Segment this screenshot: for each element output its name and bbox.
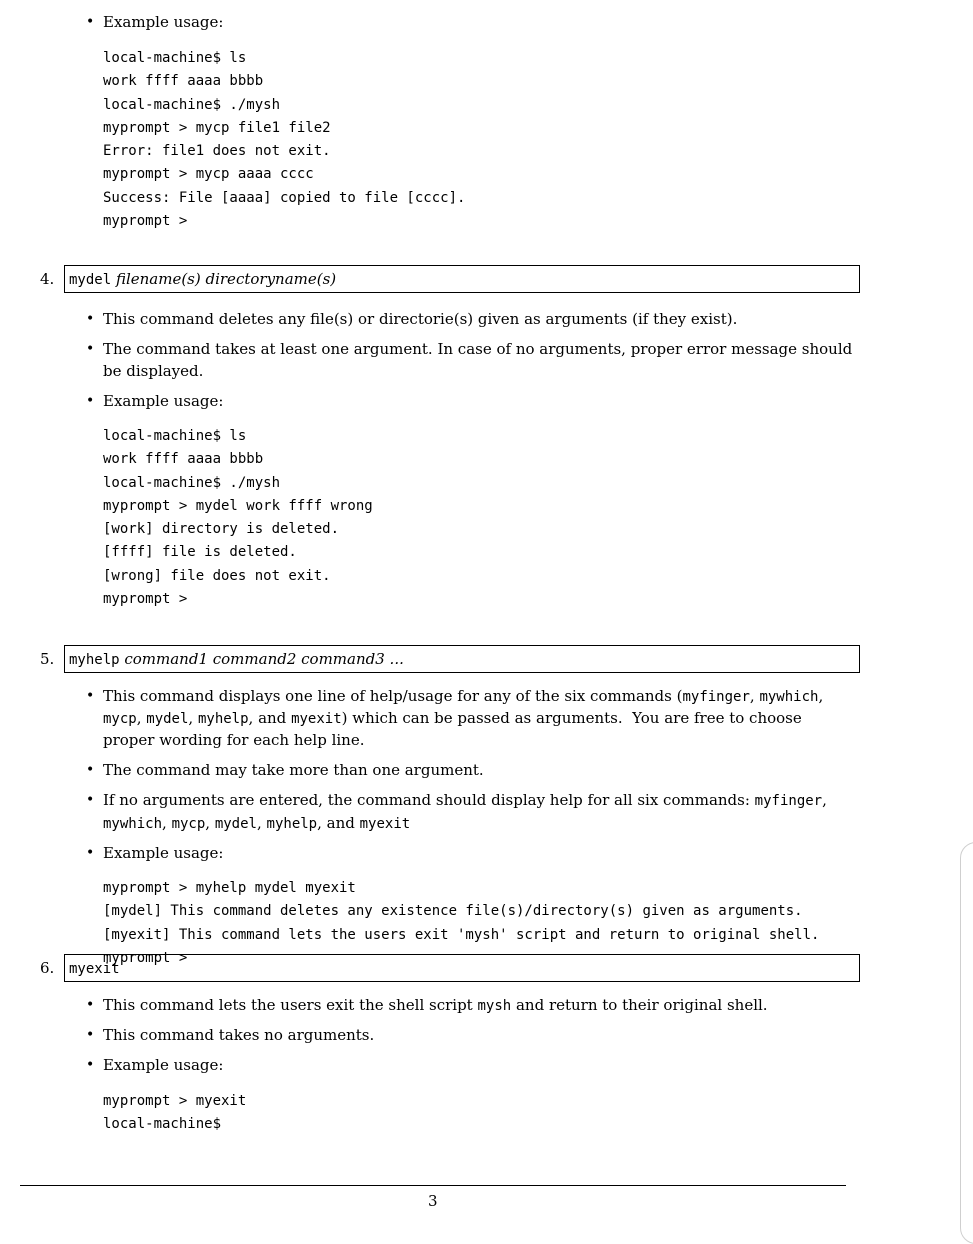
example-label: Example usage: [103, 844, 224, 862]
example-label: Example usage: [103, 13, 224, 31]
code-line: [work] directory is deleted. [103, 521, 340, 538]
code-line: local-machine$ [103, 1116, 222, 1133]
bullet-text: This command takes no arguments. [103, 1026, 375, 1044]
side-panel[interactable] [960, 842, 973, 1244]
bullet-text: proper wording for each help line. [103, 731, 365, 749]
bullet-icon: • [86, 792, 95, 808]
code-line: [wrong] file does not exit. [103, 567, 331, 584]
item-number: 4. [40, 270, 55, 288]
code-line: myprompt > [103, 213, 188, 230]
code-block [103, 1090, 246, 1137]
code-line: work ffff aaaa bbbb [103, 73, 264, 90]
bullet-icon: • [86, 688, 95, 704]
bullet-text: The command may take more than one argument. [103, 761, 484, 779]
code-line: myprompt > myhelp mydel myexit [103, 880, 356, 896]
code-line: Error: file1 does not exit. [103, 143, 331, 160]
bullet-text: mycp, mydel, myhelp, and myexit) which can be passed as arguments. You are free to choose [103, 709, 802, 727]
code-line: [myexit] This command lets the users exit 'mysh' script and return to original shell. [103, 926, 820, 943]
code-line: myprompt > [103, 949, 188, 966]
command-name: mydel [69, 272, 112, 288]
code-line: myprompt > [103, 591, 188, 608]
code-line: myprompt > mycp aaaa cccc [103, 166, 314, 183]
command-args: filename(s) directoryname(s) [115, 270, 337, 288]
code-line: myprompt > myexit [103, 1093, 247, 1109]
code-block [103, 425, 373, 611]
bullet-icon: • [86, 997, 95, 1013]
bullet-icon: • [86, 14, 95, 30]
bullet-icon: • [86, 393, 95, 409]
command-signature-box [64, 265, 860, 293]
item-number: 5. [40, 650, 55, 668]
bullet-text: This command displays one line of help/usage for any of the six commands (myfinger, mywhich, [103, 687, 824, 705]
code-block [103, 47, 465, 233]
command-signature-box [64, 954, 860, 982]
bullet-icon: • [86, 341, 95, 357]
bullet-text: If no arguments are entered, the command should display help for all six commands: myfinger, [103, 791, 827, 809]
command-args: command1 command2 command3 ... [124, 650, 404, 668]
bullet-text: The command takes at least one argument. In case of no arguments, proper error message should [103, 340, 853, 358]
bullet-icon: • [86, 1027, 95, 1043]
code-line: local-machine$ ls [103, 50, 247, 66]
code-line: local-machine$ ./mysh [103, 96, 281, 113]
bullet-icon: • [86, 1057, 95, 1073]
bullet-icon: • [86, 845, 95, 861]
example-label: Example usage: [103, 392, 224, 410]
code-line: [mydel] This command deletes any existence file(s)/directory(s) given as arguments. [103, 903, 803, 920]
bullet-icon: • [86, 311, 95, 327]
code-line: work ffff aaaa bbbb [103, 451, 264, 468]
code-line: local-machine$ ./mysh [103, 474, 281, 491]
bullet-text: be displayed. [103, 362, 204, 380]
example-label: Example usage: [103, 1056, 224, 1074]
item-number: 6. [40, 959, 55, 977]
command-name: myhelp [69, 652, 120, 668]
code-line: myprompt > mycp file1 file2 [103, 119, 331, 136]
footer-rule [20, 1185, 846, 1186]
command-name: myexit [69, 961, 120, 977]
page-number: 3 [428, 1192, 438, 1210]
bullet-icon: • [86, 762, 95, 778]
code-line: [ffff] file is deleted. [103, 544, 297, 561]
command-signature-box [64, 645, 860, 673]
bullet-text: This command deletes any file(s) or directorie(s) given as arguments (if they exist). [103, 310, 738, 328]
bullet-text: mywhich, mycp, mydel, myhelp, and myexit [103, 814, 411, 832]
code-line: local-machine$ ls [103, 428, 247, 444]
bullet-text: This command lets the users exit the shell script mysh and return to their original shell. [103, 996, 768, 1014]
code-line: myprompt > mydel work ffff wrong [103, 497, 373, 514]
code-line: Success: File [aaaa] copied to file [cccc]. [103, 189, 466, 206]
